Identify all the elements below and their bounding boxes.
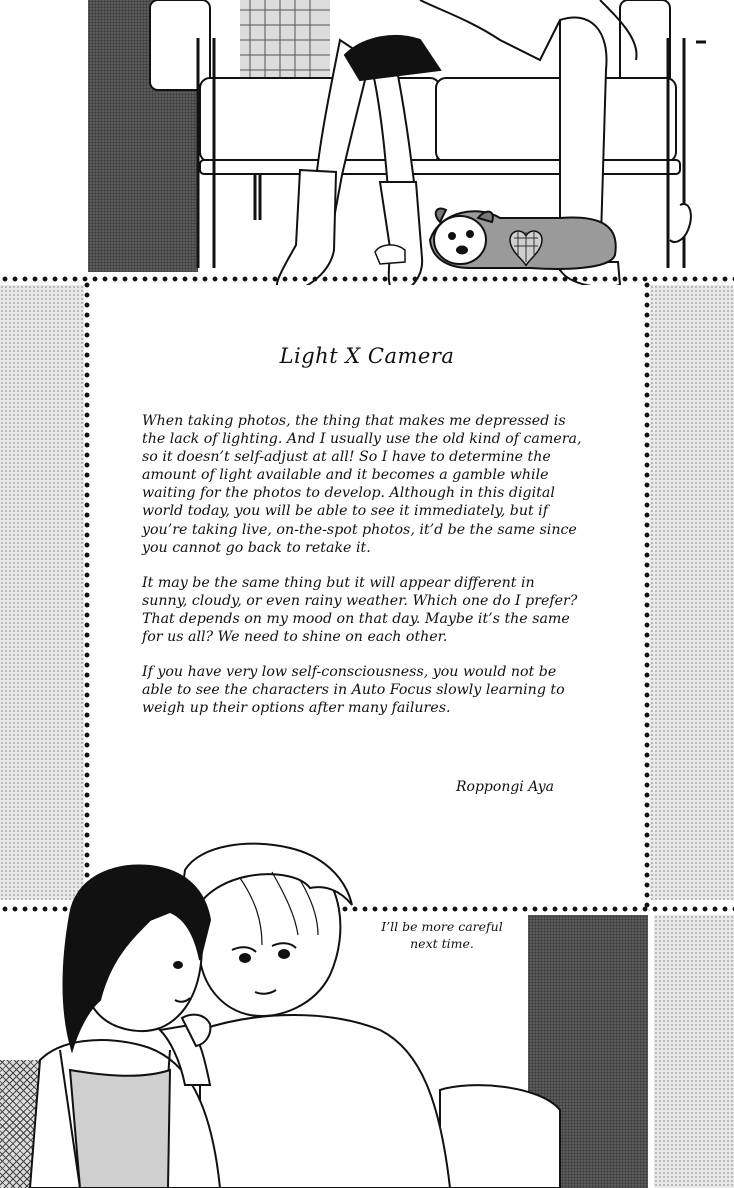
girl: [30, 865, 220, 1188]
top-illustration: [0, 0, 734, 290]
essay-paragraph-2: It may be the same thing but it will appear different in sunny, cloudy, or even rainy weather. Which one do I prefer? That depends on my mood on that day. Maybe it’s the same for us all? We need to shine on each other.: [142, 574, 578, 646]
author-signature: Roppongi Aya: [456, 779, 555, 795]
hand: [375, 245, 405, 264]
dotted-border-right: [644, 280, 650, 910]
bottom-right-light-tone: [654, 915, 734, 1188]
caption-line-1: I’ll be more careful: [381, 919, 503, 934]
speech-caption: [370, 918, 514, 952]
essay-paragraph-3: If you have very low self-consciousness, you would not be able to see the characters in Auto Focus slowly learning to weigh up their options after many failures.: [142, 664, 565, 717]
bottom-right-dark-tone: [528, 915, 648, 1188]
dotted-border-top: [0, 276, 734, 282]
left-light-tone: [0, 285, 84, 900]
essay-body: [142, 412, 582, 734]
bottom-left-check-tone: [0, 1060, 40, 1188]
caption-line-2: next time.: [410, 936, 474, 951]
page-title: Light X Camera: [279, 344, 455, 368]
dotted-border-bottom: [0, 906, 734, 912]
essay-paragraph-1: When taking photos, the thing that makes me depressed is the lack of lighting. And I usually use the old kind of camera, so it doesn’t self-adjust at all! So I have to determine the amount of light available and it becomes a gamble while waiting for the photos to develop. Although in this digital world today, you will be able to see it immediately, but if you’re taking live, on-the-spot photos, it’d be the same since you cannot go back to retake it.: [142, 413, 582, 556]
right-light-tone: [650, 285, 734, 900]
